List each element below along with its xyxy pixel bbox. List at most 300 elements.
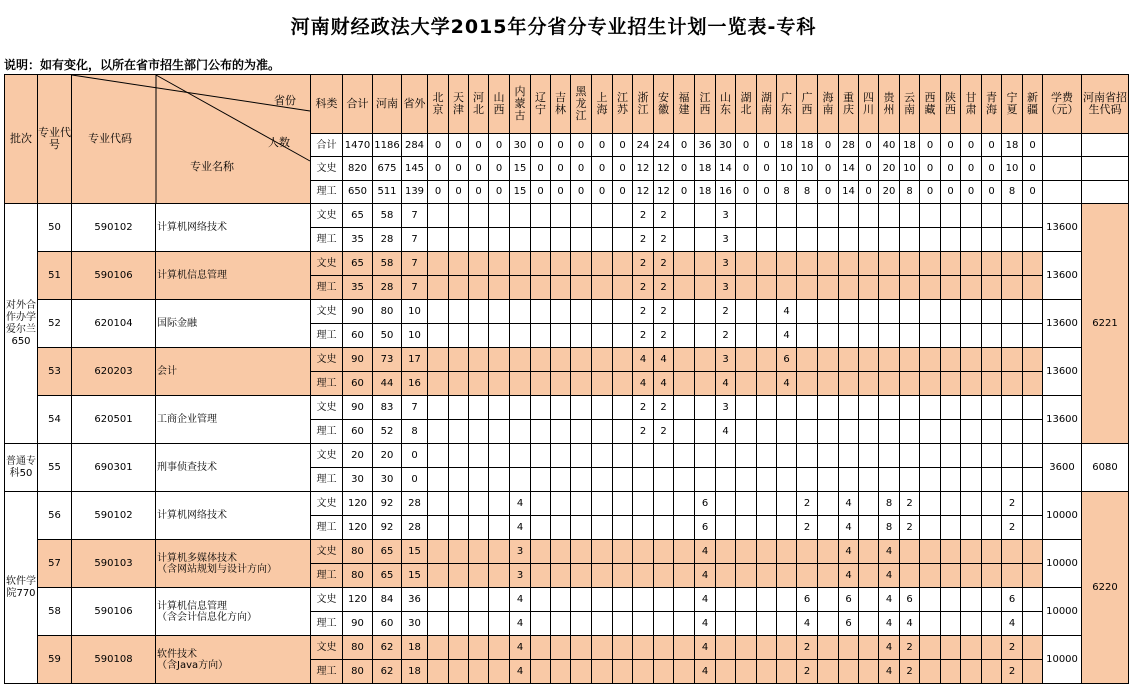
- henan-cell: 28: [373, 276, 402, 300]
- province-cell: [797, 324, 818, 348]
- province-cell: [613, 516, 633, 540]
- major-no-cell: 56: [38, 492, 72, 540]
- province-cell: [757, 252, 777, 276]
- province-cell: 0: [613, 133, 633, 156]
- province-cell: [716, 444, 736, 468]
- province-cell: 4: [879, 564, 900, 588]
- total-cell: 90: [343, 396, 373, 420]
- major-name-note: （含Java方向）: [157, 659, 229, 671]
- province-cell: 30: [716, 133, 736, 156]
- province-cell: [571, 204, 592, 228]
- major-code-cell: 620104: [72, 300, 156, 348]
- province-cell: [674, 204, 695, 228]
- province-cell: [633, 540, 654, 564]
- province-cell: [859, 372, 879, 396]
- province-cell: [674, 636, 695, 660]
- province-cell: [449, 276, 469, 300]
- province-cell: 0: [1023, 157, 1043, 180]
- category-cell: 理工: [311, 276, 343, 300]
- province-header: 湖北: [736, 75, 757, 134]
- province-cell: 6: [839, 612, 859, 636]
- province-header: 宁夏: [1002, 75, 1023, 134]
- major-name: 计算机网络技术: [157, 510, 227, 521]
- total-cell: 60: [343, 324, 373, 348]
- province-cell: [571, 372, 592, 396]
- province-cell: [633, 516, 654, 540]
- province-cell: 12: [633, 157, 654, 180]
- province-cell: 4: [777, 300, 797, 324]
- province-cell: [859, 300, 879, 324]
- province-cell: [674, 420, 695, 444]
- province-cell: [736, 372, 757, 396]
- province-cell: [571, 588, 592, 612]
- province-cell: 8: [879, 516, 900, 540]
- province-cell: [941, 588, 961, 612]
- province-cell: 0: [757, 133, 777, 156]
- category-cell: 理工: [311, 660, 343, 684]
- province-header: 重庆: [839, 75, 859, 134]
- province-cell: 4: [777, 372, 797, 396]
- category-cell: 文史: [311, 396, 343, 420]
- province-cell: [839, 636, 859, 660]
- major-code-cell: 590106: [72, 252, 156, 300]
- province-cell: [469, 324, 489, 348]
- province-cell: [920, 228, 941, 252]
- province-cell: [859, 348, 879, 372]
- province-cell: [449, 348, 469, 372]
- province-cell: [818, 228, 839, 252]
- tuition-cell: 3600: [1043, 444, 1082, 492]
- province-header: 西藏: [920, 75, 941, 134]
- province-cell: 3: [716, 228, 736, 252]
- province-cell: 2: [633, 252, 654, 276]
- province-cell: 0: [818, 157, 839, 180]
- province-cell: [941, 612, 961, 636]
- province-cell: [489, 396, 510, 420]
- province-cell: 18: [695, 180, 716, 203]
- province-cell: 0: [961, 133, 982, 156]
- province-cell: [613, 564, 633, 588]
- province-cell: [777, 276, 797, 300]
- province-cell: [777, 204, 797, 228]
- province-cell: [900, 228, 920, 252]
- province-cell: 2: [633, 396, 654, 420]
- province-cell: [961, 516, 982, 540]
- province-cell: [1023, 324, 1043, 348]
- province-cell: [859, 468, 879, 492]
- enrollment-table: [4, 74, 1129, 684]
- total-cell: 120: [343, 516, 373, 540]
- province-cell: [982, 540, 1002, 564]
- province-cell: [961, 372, 982, 396]
- province-cell: 10: [797, 157, 818, 180]
- province-cell: [941, 228, 961, 252]
- province-cell: [941, 396, 961, 420]
- province-cell: [613, 468, 633, 492]
- province-cell: [592, 276, 613, 300]
- province-cell: 0: [428, 180, 449, 203]
- province-cell: [551, 228, 571, 252]
- major-no-cell: 58: [38, 588, 72, 636]
- province-cell: [777, 444, 797, 468]
- province-cell: 3: [716, 204, 736, 228]
- province-header: 山西: [489, 75, 510, 134]
- total-cell: 120: [343, 588, 373, 612]
- province-cell: [716, 636, 736, 660]
- outside-cell: 15: [402, 540, 428, 564]
- tuition-cell: 13600: [1043, 396, 1082, 444]
- province-cell: [551, 324, 571, 348]
- province-cell: [551, 660, 571, 684]
- province-cell: 6: [777, 348, 797, 372]
- province-cell: [839, 204, 859, 228]
- province-cell: [1023, 492, 1043, 516]
- province-cell: [941, 204, 961, 228]
- major-code-cell: 590108: [72, 636, 156, 684]
- province-cell: [982, 468, 1002, 492]
- province-cell: 2: [716, 300, 736, 324]
- province-cell: 0: [531, 133, 551, 156]
- province-cell: [592, 348, 613, 372]
- province-cell: [859, 588, 879, 612]
- province-header: 四川: [859, 75, 879, 134]
- province-cell: [551, 588, 571, 612]
- outside-cell: 7: [402, 204, 428, 228]
- province-cell: 0: [982, 133, 1002, 156]
- province-cell: [920, 276, 941, 300]
- total-cell: 80: [343, 564, 373, 588]
- province-cell: [839, 276, 859, 300]
- province-cell: [982, 444, 1002, 468]
- province-cell: [797, 396, 818, 420]
- province-cell: [613, 492, 633, 516]
- major-name-cell: [156, 444, 311, 492]
- province-cell: [757, 396, 777, 420]
- province-cell: [982, 372, 1002, 396]
- province-cell: 4: [839, 516, 859, 540]
- province-cell: 0: [592, 133, 613, 156]
- total-header: 合计: [343, 75, 373, 134]
- total-cell: 80: [343, 660, 373, 684]
- province-cell: 0: [428, 133, 449, 156]
- province-cell: [571, 252, 592, 276]
- province-cell: 14: [839, 157, 859, 180]
- province-cell: 4: [879, 636, 900, 660]
- henan-cell: 20: [373, 444, 402, 468]
- province-cell: [961, 492, 982, 516]
- major-no-cell: 54: [38, 396, 72, 444]
- province-cell: [633, 564, 654, 588]
- province-cell: [489, 492, 510, 516]
- province-cell: [428, 324, 449, 348]
- province-cell: [900, 300, 920, 324]
- province-cell: [592, 660, 613, 684]
- province-cell: [592, 468, 613, 492]
- henan-cell: 44: [373, 372, 402, 396]
- outside-cell: 8: [402, 420, 428, 444]
- major-name-cell: [156, 492, 311, 540]
- province-cell: 18: [797, 133, 818, 156]
- province-cell: [941, 636, 961, 660]
- major-code-cell: 590103: [72, 540, 156, 588]
- province-cell: [551, 444, 571, 468]
- province-cell: [839, 348, 859, 372]
- province-cell: 0: [449, 180, 469, 203]
- province-cell: [469, 564, 489, 588]
- province-cell: 8: [879, 492, 900, 516]
- province-cell: 0: [674, 133, 695, 156]
- province-cell: 0: [551, 180, 571, 203]
- province-cell: [489, 228, 510, 252]
- province-cell: [982, 588, 1002, 612]
- province-cell: [736, 204, 757, 228]
- province-cell: 3: [716, 252, 736, 276]
- province-cell: [571, 612, 592, 636]
- province-cell: [489, 516, 510, 540]
- tuition-cell: [1043, 133, 1082, 156]
- province-cell: [879, 420, 900, 444]
- province-cell: [449, 588, 469, 612]
- province-cell: [982, 228, 1002, 252]
- province-cell: [551, 636, 571, 660]
- province-cell: [1002, 420, 1023, 444]
- province-cell: [818, 444, 839, 468]
- province-cell: [797, 420, 818, 444]
- province-cell: 4: [510, 612, 531, 636]
- province-cell: [900, 396, 920, 420]
- province-cell: [489, 324, 510, 348]
- major-name: 刑事侦查技术: [157, 462, 217, 473]
- province-cell: [469, 540, 489, 564]
- province-header: 北京: [428, 75, 449, 134]
- province-cell: [571, 396, 592, 420]
- province-cell: [920, 324, 941, 348]
- province-cell: [736, 420, 757, 444]
- province-cell: [592, 612, 613, 636]
- province-cell: [839, 324, 859, 348]
- province-cell: [613, 444, 633, 468]
- province-cell: [654, 444, 674, 468]
- province-cell: [449, 468, 469, 492]
- category-cell: 理工: [311, 324, 343, 348]
- province-cell: [777, 252, 797, 276]
- province-cell: [941, 444, 961, 468]
- province-cell: [674, 276, 695, 300]
- enrollment-table-wrapper: [4, 74, 1129, 684]
- province-cell: 4: [777, 324, 797, 348]
- province-cell: 0: [736, 180, 757, 203]
- province-cell: [859, 396, 879, 420]
- table-row: [5, 252, 1129, 276]
- henan-cell: 58: [373, 204, 402, 228]
- province-cell: 2: [900, 492, 920, 516]
- province-cell: [879, 372, 900, 396]
- major-no-cell: 52: [38, 300, 72, 348]
- province-cell: 0: [592, 180, 613, 203]
- province-cell: [982, 348, 1002, 372]
- province-cell: [654, 516, 674, 540]
- province-cell: [797, 564, 818, 588]
- tuition-header: 学费（元）: [1043, 75, 1082, 134]
- province-cell: [777, 468, 797, 492]
- province-cell: [695, 324, 716, 348]
- province-cell: [613, 540, 633, 564]
- table-row: [5, 204, 1129, 228]
- province-cell: [961, 660, 982, 684]
- province-cell: [592, 372, 613, 396]
- province-cell: 3: [716, 396, 736, 420]
- province-cell: [592, 300, 613, 324]
- province-cell: [961, 420, 982, 444]
- province-cell: [469, 420, 489, 444]
- province-cell: 2: [654, 204, 674, 228]
- total-cell: 120: [343, 492, 373, 516]
- province-cell: [428, 420, 449, 444]
- outside-cell: 10: [402, 324, 428, 348]
- province-cell: 15: [510, 180, 531, 203]
- province-cell: [818, 540, 839, 564]
- category-cell: 文史: [311, 300, 343, 324]
- province-cell: 18: [695, 157, 716, 180]
- province-cell: 4: [510, 660, 531, 684]
- province-cell: 0: [961, 180, 982, 203]
- province-cell: [982, 396, 1002, 420]
- province-cell: 0: [489, 133, 510, 156]
- province-cell: [531, 324, 551, 348]
- province-cell: 4: [1002, 612, 1023, 636]
- province-cell: 4: [695, 588, 716, 612]
- province-cell: [920, 444, 941, 468]
- province-cell: [777, 516, 797, 540]
- province-cell: 12: [654, 180, 674, 203]
- province-header: 福建: [674, 75, 695, 134]
- province-cell: [961, 564, 982, 588]
- province-cell: [489, 588, 510, 612]
- province-cell: 4: [695, 612, 716, 636]
- province-cell: [613, 228, 633, 252]
- province-cell: [797, 252, 818, 276]
- tuition-cell: [1043, 180, 1082, 203]
- province-cell: 3: [716, 276, 736, 300]
- province-cell: [654, 612, 674, 636]
- province-cell: 0: [531, 157, 551, 180]
- province-cell: [571, 444, 592, 468]
- province-cell: [449, 204, 469, 228]
- table-row: [5, 588, 1129, 612]
- province-cell: [469, 444, 489, 468]
- province-cell: 2: [1002, 492, 1023, 516]
- province-cell: 0: [592, 157, 613, 180]
- province-cell: 0: [674, 180, 695, 203]
- province-cell: [592, 420, 613, 444]
- total-cell: 90: [343, 300, 373, 324]
- table-body: [5, 75, 1129, 684]
- province-cell: [449, 252, 469, 276]
- province-cell: [716, 564, 736, 588]
- province-cell: [428, 252, 449, 276]
- province-cell: [449, 564, 469, 588]
- tuition-cell: 13600: [1043, 252, 1082, 300]
- province-cell: [757, 588, 777, 612]
- province-cell: 36: [695, 133, 716, 156]
- province-cell: [428, 276, 449, 300]
- province-cell: [961, 636, 982, 660]
- province-cell: [982, 300, 1002, 324]
- tuition-cell: 10000: [1043, 492, 1082, 540]
- province-cell: [469, 636, 489, 660]
- major-no-cell: 57: [38, 540, 72, 588]
- province-cell: 4: [695, 660, 716, 684]
- province-cell: [510, 252, 531, 276]
- province-cell: [613, 588, 633, 612]
- province-cell: 4: [510, 492, 531, 516]
- province-cell: 4: [654, 372, 674, 396]
- province-cell: [428, 444, 449, 468]
- major-name: 软件技术: [157, 648, 197, 660]
- province-cell: [736, 348, 757, 372]
- province-cell: [551, 564, 571, 588]
- province-cell: [592, 492, 613, 516]
- outside-cell: 145: [402, 157, 428, 180]
- major-name-note: （含会计信息化方向）: [157, 611, 257, 623]
- province-cell: [839, 252, 859, 276]
- province-cell: [469, 612, 489, 636]
- province-header: 河北: [469, 75, 489, 134]
- tuition-cell: 13600: [1043, 204, 1082, 252]
- province-cell: 2: [633, 324, 654, 348]
- province-cell: [592, 588, 613, 612]
- province-cell: [941, 516, 961, 540]
- province-cell: 2: [1002, 660, 1023, 684]
- province-cell: [449, 612, 469, 636]
- province-cell: [818, 252, 839, 276]
- major-name-cell: [156, 396, 311, 444]
- province-header: 浙江: [633, 75, 654, 134]
- province-cell: [797, 276, 818, 300]
- province-cell: [716, 540, 736, 564]
- province-cell: 0: [571, 157, 592, 180]
- province-cell: [510, 420, 531, 444]
- province-cell: [736, 228, 757, 252]
- province-cell: 10: [777, 157, 797, 180]
- province-cell: [449, 492, 469, 516]
- province-header: 安徽: [654, 75, 674, 134]
- province-cell: [818, 348, 839, 372]
- category-cell: 理工: [311, 372, 343, 396]
- province-cell: [1023, 396, 1043, 420]
- province-cell: 0: [757, 180, 777, 203]
- province-cell: [571, 300, 592, 324]
- province-cell: 0: [613, 180, 633, 203]
- province-cell: [613, 252, 633, 276]
- province-cell: [531, 564, 551, 588]
- province-cell: [859, 516, 879, 540]
- henan-code-cell: 6220: [1082, 492, 1129, 684]
- province-cell: 0: [1023, 133, 1043, 156]
- province-cell: [428, 612, 449, 636]
- province-cell: 8: [900, 180, 920, 203]
- province-cell: [654, 540, 674, 564]
- province-cell: [757, 612, 777, 636]
- category-cell: 理工: [311, 612, 343, 636]
- province-cell: 2: [797, 636, 818, 660]
- province-cell: 2: [654, 420, 674, 444]
- province-cell: 0: [551, 133, 571, 156]
- province-cell: [510, 204, 531, 228]
- province-cell: [982, 252, 1002, 276]
- province-cell: [859, 564, 879, 588]
- province-cell: [818, 564, 839, 588]
